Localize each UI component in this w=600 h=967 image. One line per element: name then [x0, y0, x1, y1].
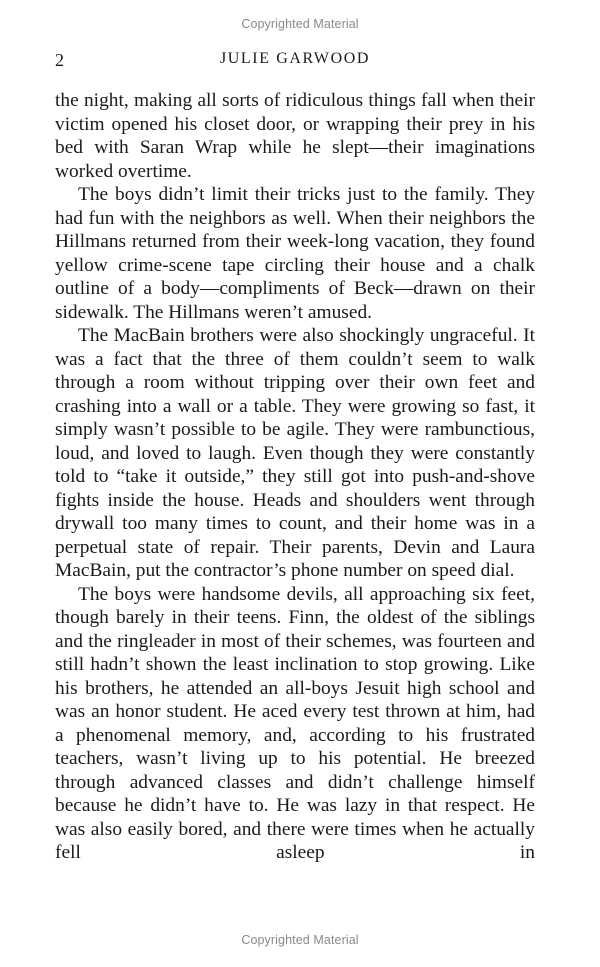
paragraph-finn: The boys were handsome devils, all approaching six feet, though barely in their teens. Finn, the oldest of the siblings and the ringleader in most of their schemes, was fourteen and still hadn’t shown the least inclination to stop growing. Like his brothers, he attended an all-boys Jesuit high school and was an honor student. He aced every test thrown at him, had a phenomenal memory, and, according to his frustrated teachers, wasn’t living up to his potential. He breezed through advanced classes and didn’t challenge himself because he didn’t have to. He was lazy in that respect. He was also easily bored, and there were times when he actually fell asleep in: [55, 583, 535, 863]
copyright-watermark-bottom: Copyrighted Material: [241, 933, 359, 947]
copyright-watermark-top: Copyrighted Material: [241, 17, 359, 31]
paragraph-brothers-ungraceful: The MacBain brothers were also shockingly ungraceful. It was a fact that the three of them couldn’t seem to walk through a room without tripping over their own feet and crashing into a wall or a table. They were growing so fast, it simply wasn’t possible to be agile. They were rambunctious, loud, and loved to laugh. Even though they were constantly told to “take it outside,” they still got into push-and-shove fights inside the house. Heads and shoulders went through drywall too many times to count, and their home was in a perpetual state of repair. Their parents, Devin and Laura MacBain, put the contractor’s phone number on speed dial.: [55, 325, 535, 581]
paragraph-neighbors: The boys didn’t limit their tricks just to the family. They had fun with the neighbors as well. When their neighbors the Hillmans returned from their week-long vacation, they found yellow crime-scene tape circling their house and a chalk outline of a body—compliments of Beck—drawn on their sidewalk. The Hillmans weren’t amused.: [55, 184, 535, 323]
body-text: [55, 89, 535, 865]
running-head: [55, 50, 535, 70]
paragraph-continued: the night, making all sorts of ridiculous things fall when their victim opened his closet door, or wrapping their prey in his bed with Saran Wrap while he slept—their imaginations worked overtime.: [55, 90, 535, 182]
page-number: 2: [55, 50, 64, 70]
book-author-title: JULIE GARWOOD: [219, 50, 371, 67]
